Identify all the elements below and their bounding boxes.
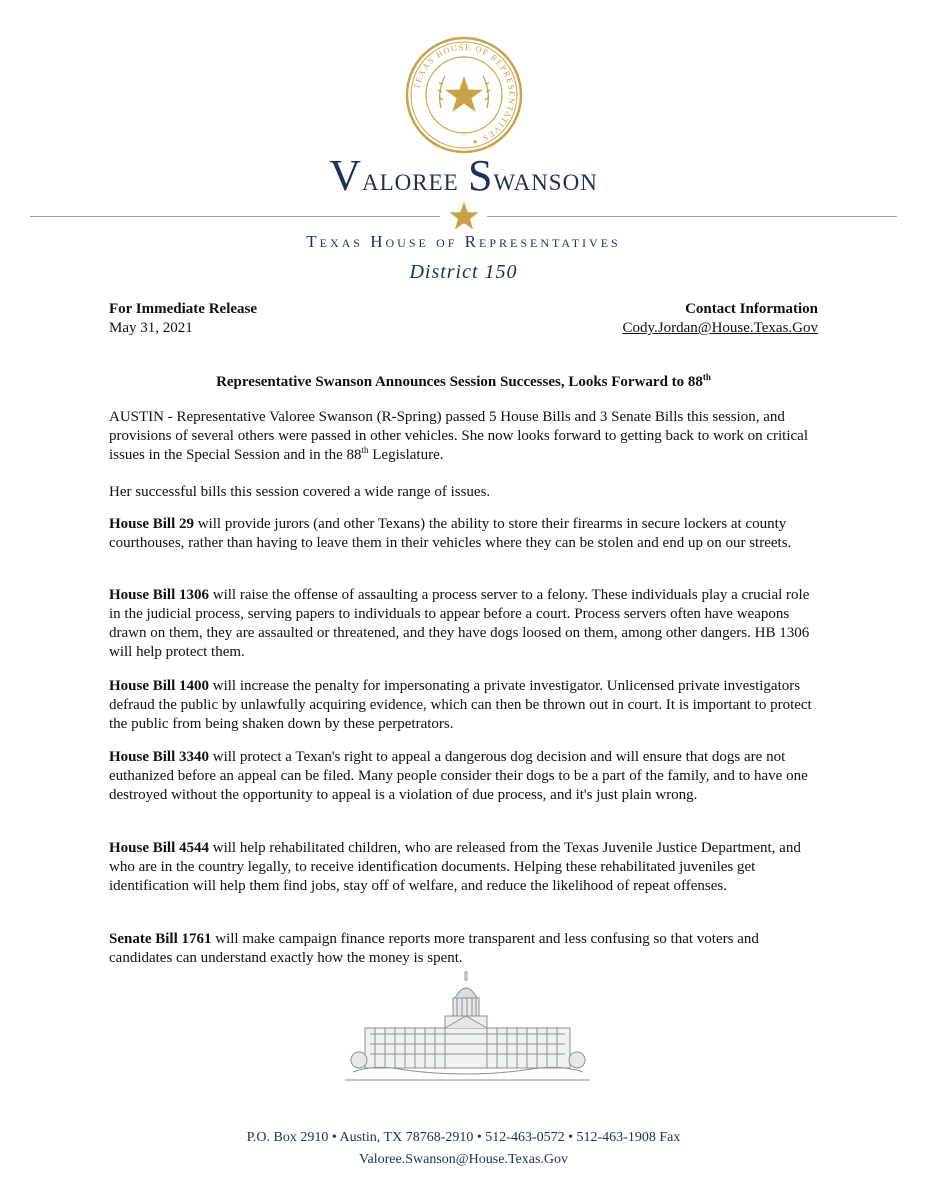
release-block: [109, 300, 257, 338]
release-label: For Immediate Release: [109, 301, 258, 317]
contact-label: Contact Information: [685, 301, 818, 317]
district-title: District 150: [409, 261, 518, 283]
summary-paragraph: Her successful bills this session covered a wide range of issues.: [109, 484, 491, 500]
chamber-title: Texas House of Representatives: [306, 232, 621, 251]
footer-address: P.O. Box 2910 • Austin, TX 78768-2910 • 512-463-0572 • 512-463-1908 Fax: [246, 1130, 681, 1145]
divider-right: [487, 216, 897, 217]
intro-paragraph: AUSTIN - Representative Valoree Swanson (R-Spring) passed 5 House Bills and 3 Senate Bills this session, and provisions of several others were passed in other vehicles. She now looks forward to getting back to work on critical issues in the Special Session and in the 88th Legislature.: [109, 409, 808, 463]
bill-paragraph-hb3340: House Bill 3340 will protect a Texan's right to appeal a dangerous dog decision and will ensure that dogs are not euthanized before an appeal can be filed. Many people consider their dogs to be a part of the family, and to have one destroyed without the opportunity to appeal is a violation of due process, and it's just plain wrong.: [109, 749, 808, 803]
svg-text:TEXAS HOUSE OF REPRESENTATIVES: TEXAS HOUSE OF REPRESENTATIVES ✦: [411, 41, 518, 148]
contact-block: [622, 300, 818, 338]
bill-paragraph-hb4544: House Bill 4544 will help rehabilitated children, who are released from the Texas Juvenile Justice Department, and who are in the country legally, to receive identification documents. Helping these rehabilitated juveniles get identification will help them find jobs, stay off of welfare, and reduce the likelihood of repeat offenses.: [109, 840, 801, 894]
headline: Representative Swanson Announces Session Successes, Looks Forward to 88th: [216, 372, 711, 390]
star-icon: [448, 200, 480, 232]
state-seal-logo: [405, 36, 523, 154]
bill-paragraph-sb1761: Senate Bill 1761 will make campaign finance reports more transparent and less confusing so that voters and candidates can understand exactly how the money is spent.: [109, 931, 759, 966]
contact-email-link[interactable]: Cody.Jordan@House.Texas.Gov: [622, 320, 818, 336]
release-date: May 31, 2021: [109, 320, 193, 336]
divider-left: [30, 216, 440, 217]
bill-paragraph-hb1306: House Bill 1306 will raise the offense of assaulting a process server to a felony. These individuals play a crucial role in the judicial process, serving papers to individuals to appear before a court. Process servers often have weapons drawn on them, they are assaulted or threatened, and they have dogs loosed on them, among other dangers. HB 1306 will help protect them.: [109, 587, 810, 660]
capitol-building-illustration: [345, 968, 590, 1088]
representative-name: Valoree Swanson: [329, 151, 598, 200]
bill-paragraph-hb1400: House Bill 1400 will increase the penalty for impersonating a private investigator. Unlicensed private investigators defraud the public by unlawfully acquiring evidence, which can then be thrown out in court. It is important to protect the public from being shaken down by these perpetrators.: [109, 678, 812, 732]
footer-email: Valoree.Swanson@House.Texas.Gov: [358, 1152, 569, 1167]
bill-paragraph-hb29: House Bill 29 will provide jurors (and other Texans) the ability to store their firearms in secure lockers at county courthouses, rather than having to leave them in their vehicles where they can be stolen and end up on our streets.: [109, 516, 792, 551]
